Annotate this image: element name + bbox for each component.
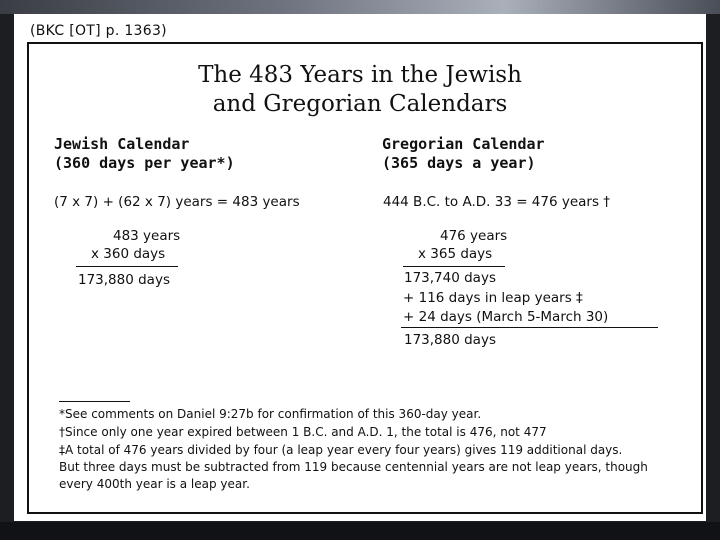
gregorian-heading: Gregorian Calendar (382, 135, 545, 153)
jewish-formula: (7 x 7) + (62 x 7) years = 483 years (54, 194, 300, 210)
gregorian-calc-multiplier: x 365 days (418, 246, 493, 262)
gregorian-product-rule (403, 266, 505, 267)
footnote-3-line-1: ‡A total of 476 years divided by four (a leap year every four years) gives 119 additional days. (59, 443, 623, 457)
gregorian-result: 173,880 days (404, 332, 496, 348)
top-background-strip (0, 0, 720, 14)
jewish-sum-rule (76, 266, 178, 267)
page-title-line-1: The 483 Years in the Jewish (198, 62, 522, 88)
page-title-line-2: and Gregorian Calendars (212, 91, 508, 117)
jewish-calc-multiplier: x 360 days (91, 246, 166, 262)
gregorian-sum-rule (401, 327, 658, 328)
gregorian-calc-years: 476 years (440, 228, 508, 244)
gregorian-subheading: (365 days a year) (382, 154, 536, 172)
source-reference: (BKC [OT] p. 1363) (30, 23, 167, 39)
gregorian-formula: 444 B.C. to A.D. 33 = 476 years † (383, 194, 611, 210)
slide (14, 14, 706, 521)
footnote-3-line-3: every 400th year is a leap year. (59, 477, 250, 491)
footnote-1: *See comments on Daniel 9:27b for confirmation of this 360-day year. (59, 407, 482, 421)
jewish-result: 173,880 days (78, 272, 170, 288)
jewish-heading: Jewish Calendar (54, 135, 190, 153)
footnote-3-line-2: But three days must be subtracted from 119 because centennial years are not leap years, though (59, 460, 648, 474)
jewish-subheading: (360 days per year*) (54, 154, 235, 172)
gregorian-extra-days: + 24 days (March 5-March 30) (403, 309, 609, 325)
footnote-2: †Since only one year expired between 1 B.C. and A.D. 1, the total is 476, not 477 (59, 425, 547, 439)
bottom-background-strip (0, 522, 720, 540)
gregorian-leap-days: + 116 days in leap years ‡ (403, 290, 583, 306)
gregorian-subtotal: 173,740 days (404, 270, 496, 286)
jewish-calc-years: 483 years (113, 228, 181, 244)
footnote-divider (59, 401, 130, 402)
